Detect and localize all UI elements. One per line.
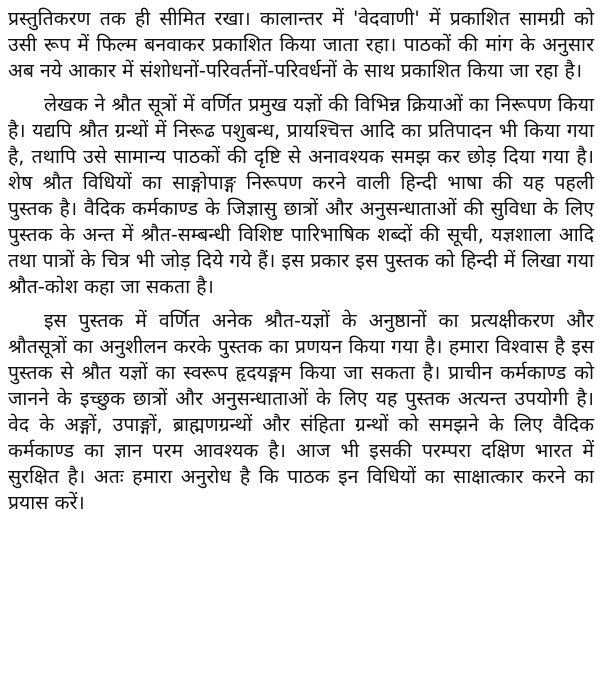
paragraph-author-scope: लेखक ने श्रौत सूत्रों में वर्णित प्रमुख यज्ञों की विभिन्न क्रियाओं का निरूपण किया है। यद्यपि श्रौत ग्रन्थों में निरूढ पशुबन्ध, प्रायश्चित्त आदि का प्रतिपादन भी किया गया है, तथापि उसे सामान्य पाठकों की दृष्टि से अनावश्यक समझ कर छोड़ दिया गया है। शेष श्रौत विधियों का साङ्गोपाङ्ग निरूपण करने वाली हिन्दी भाषा की यह पहली पुस्तक है। वैदिक कर्मकाण्ड के जिज्ञासु छात्रों और अनुसन्धाताओं की सुविधा के लिए पुस्तक के अन्त में श्रौत-सम्बन्धी विशिष्ट पारिभाषिक शब्दों की सूची, यज्ञशाला आदि तथा पात्रों के चित्र भी जोड़ दिये गये हैं। इस प्रकार इस पुस्तक को हिन्दी में लिखा गया श्रौत-कोश कहा जा सकता है। <box>8 93 594 298</box>
paragraph-continued: प्रस्तुतिकरण तक ही सीमित रखा। कालान्तर में 'वेदवाणी' में प्रकाशित सामग्री को उसी रूप में फिल्म बनवाकर प्रकाशित किया जाता रहा। पाठकों की मांग के अनुसार अब नये आकार में संशोधनों-परिवर्तनों-परिवर्धनों के साथ प्रकाशित किया जा रहा है। <box>8 7 594 82</box>
paragraph-book-purpose: इस पुस्तक में वर्णित अनेक श्रौत-यज्ञों के अनुष्ठानों का प्रत्यक्षीकरण और श्रौतसूत्रों का अनुशीलन करके पुस्तक का प्रणयन किया गया है। हमारा विश्वास है इस पुस्तक से श्रौत यज्ञों का स्वरूप हृदयङ्गम किया जा सकता है। प्राचीन कर्मकाण्ड को जानने के इच्छुक छात्रों और अनुसन्धाताओं के लिए यह पुस्तक अत्यन्त उपयोगी है। वेद के अङ्गों, उपाङ्गों, ब्राह्मणग्रन्थों और संहिता ग्रन्थों को समझने के लिए वैदिक कर्मकाण्ड का ज्ञान परम आवश्यक है। आज भी इसकी परम्परा दक्षिण भारत में सुरक्षित है। अतः हमारा अनुरोध है कि पाठक इन विधियों का साक्षात्कार करने का प्रयास करें। <box>8 309 594 514</box>
